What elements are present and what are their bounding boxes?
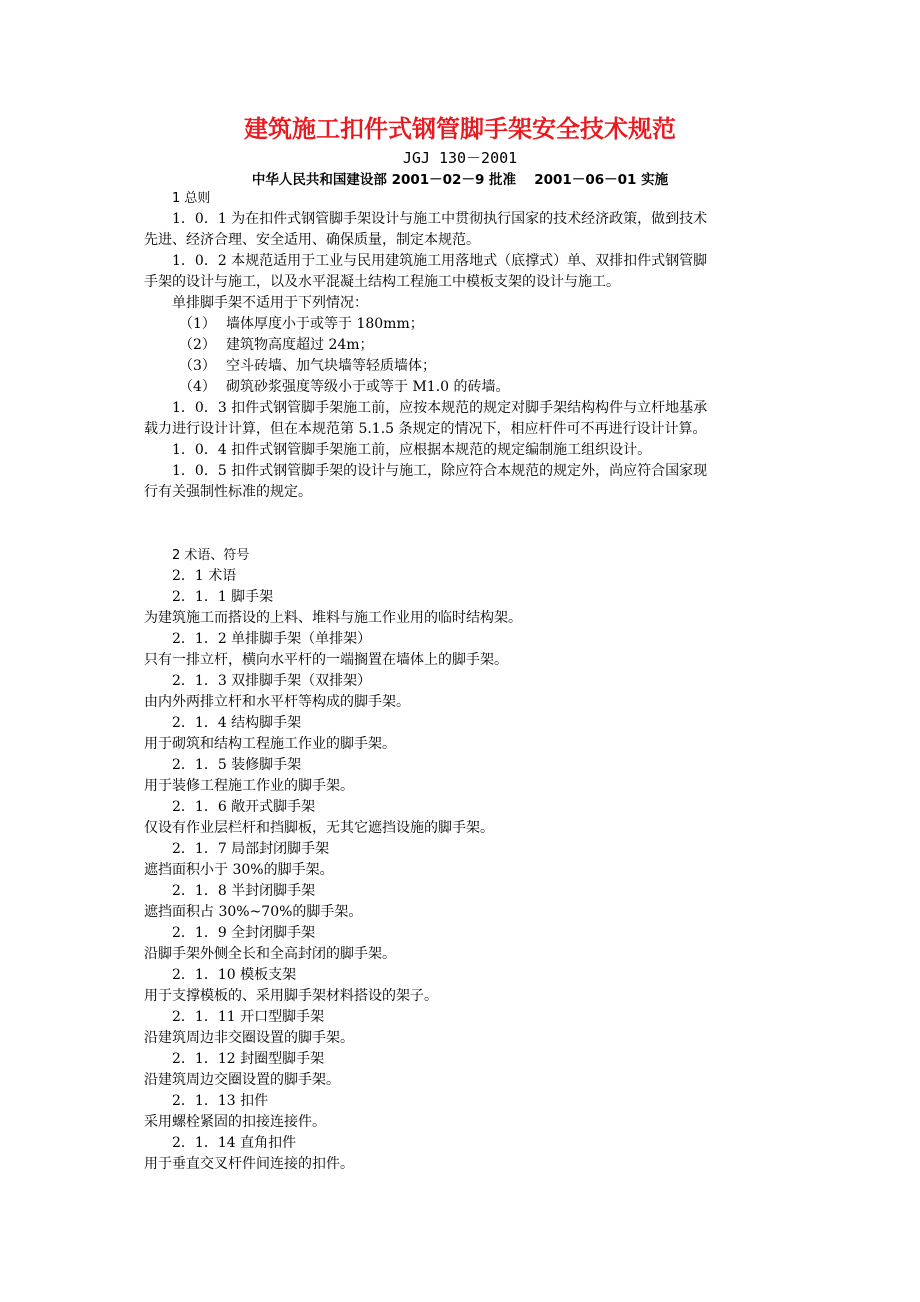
- term-definition: 只有一排立杆，横向水平杆的一端搁置在墙体上的脚手架。: [144, 652, 508, 668]
- term-definition: 由内外两排立杆和水平杆等构成的脚手架。: [144, 694, 410, 710]
- clause-1-0-5-line1: 1．0．5 扣件式钢管脚手架的设计与施工，除应符合本规范的规定外，尚应符合国家现: [172, 463, 708, 479]
- term-heading: 2．1．8 半封闭脚手架: [172, 883, 316, 899]
- single-row-intro: 单排脚手架不适用于下列情况：: [172, 295, 368, 311]
- chapter1-heading: 1 总则: [172, 191, 211, 206]
- exclusion-item: [144, 335, 794, 356]
- clause-1-0-4: 1．0．4 扣件式钢管脚手架施工前，应根据本规范的规定编制施工组织设计。: [172, 442, 652, 458]
- section-gap: [144, 503, 794, 545]
- clause-1-0-2-line2: 手架的设计与施工，以及水平混凝土结构工程施工中模板支架的设计与施工。: [144, 274, 620, 290]
- term-definition: 沿脚手架外侧全长和全高封闭的脚手架。: [144, 946, 396, 962]
- terms-list: [144, 587, 794, 1175]
- term-definition: 用于砌筑和结构工程施工作业的脚手架。: [144, 736, 396, 752]
- term-heading: 2．1．11 开口型脚手架: [172, 1009, 325, 1025]
- term-definition: 遮挡面积占 30%~70%的脚手架。: [144, 904, 363, 920]
- clause-1-0-1-line2: 先进、经济合理、安全适用、确保质量，制定本规范。: [144, 232, 480, 248]
- term-definition: 遮挡面积小于 30%的脚手架。: [144, 862, 334, 878]
- clause-1-0-5-line2: 行有关强制性标准的规定。: [144, 484, 312, 500]
- term-definition: 用于装修工程施工作业的脚手架。: [144, 778, 354, 794]
- exclusion-number: （4）: [179, 379, 216, 395]
- exclusion-item: [144, 314, 794, 335]
- term-definition: 用于支撑模板的、采用脚手架材料搭设的架子。: [144, 988, 438, 1004]
- exclusion-number: （1）: [179, 316, 216, 332]
- term-heading: 2．1．7 局部封闭脚手架: [172, 841, 330, 857]
- exclusion-number: （3）: [179, 358, 216, 374]
- term-definition: 仅设有作业层栏杆和挡脚板，无其它遮挡设施的脚手架。: [144, 820, 494, 836]
- exclusion-item: [144, 356, 794, 377]
- term-definition: 采用螺栓紧固的扣接连接件。: [144, 1114, 326, 1130]
- term-heading: 2．1．14 直角扣件: [172, 1135, 297, 1151]
- term-heading: 2．1．13 扣件: [172, 1093, 269, 1109]
- exclusion-text: 建筑物高度超过 24m；: [226, 337, 374, 353]
- term-heading: 2．1．2 单排脚手架（单排架）: [172, 631, 372, 647]
- exclusion-text: 墙体厚度小于或等于 180mm；: [226, 316, 424, 332]
- term-heading: 2．1．12 封圈型脚手架: [172, 1051, 325, 1067]
- clause-1-0-3-line1: 1．0．3 扣件式钢管脚手架施工前，应按本规范的规定对脚手架结构构件与立杆地基承: [172, 400, 708, 416]
- exclusion-number: （2）: [179, 337, 216, 353]
- term-definition: 用于垂直交叉杆件间连接的扣件。: [144, 1156, 354, 1172]
- term-definition: 沿建筑周边非交圈设置的脚手架。: [144, 1030, 354, 1046]
- document-title: 建筑施工扣件式钢管脚手架安全技术规范: [244, 115, 676, 143]
- exclusion-text: 空斗砖墙、加气块墙等轻质墙体；: [226, 358, 436, 374]
- clause-1-0-3-line2: 载力进行设计计算，但在本规范第 5.1.5 条规定的情况下，相应杆件可不再进行设计计算。: [144, 421, 707, 437]
- section-2-1-heading: 2．1 术语: [172, 568, 237, 584]
- approval-line: 中华人民共和国建设部 2001－02－9 批准 2001－06－01 实施: [251, 172, 669, 188]
- term-definition: 沿建筑周边交圈设置的脚手架。: [144, 1072, 340, 1088]
- term-heading: 2．1．10 模板支架: [172, 967, 297, 983]
- clause-1-0-1-line1: 1．0．1 为在扣件式钢管脚手架设计与施工中贯彻执行国家的技术经济政策，做到技术: [172, 211, 708, 227]
- term-heading: 2．1．5 装修脚手架: [172, 757, 302, 773]
- clause-1-0-2-line1: 1．0．2 本规范适用于工业与民用建筑施工用落地式（底撑式）单、双排扣件式钢管脚: [172, 253, 708, 269]
- document-body: [144, 188, 794, 1175]
- term-heading: 2．1．1 脚手架: [172, 589, 274, 605]
- exclusion-item: [144, 377, 794, 398]
- exclusion-text: 砌筑砂浆强度等级小于或等于 M1.0 的砖墙。: [226, 379, 510, 395]
- chapter2-heading: 2 术语、符号: [172, 548, 250, 563]
- term-heading: 2．1．9 全封闭脚手架: [172, 925, 316, 941]
- standard-code: JGJ 130－2001: [402, 149, 518, 167]
- term-heading: 2．1．4 结构脚手架: [172, 715, 302, 731]
- term-heading: 2．1．6 敞开式脚手架: [172, 799, 316, 815]
- term-heading: 2．1．3 双排脚手架（双排架）: [172, 673, 372, 689]
- term-definition: 为建筑施工而搭设的上料、堆料与施工作业用的临时结构架。: [144, 610, 522, 626]
